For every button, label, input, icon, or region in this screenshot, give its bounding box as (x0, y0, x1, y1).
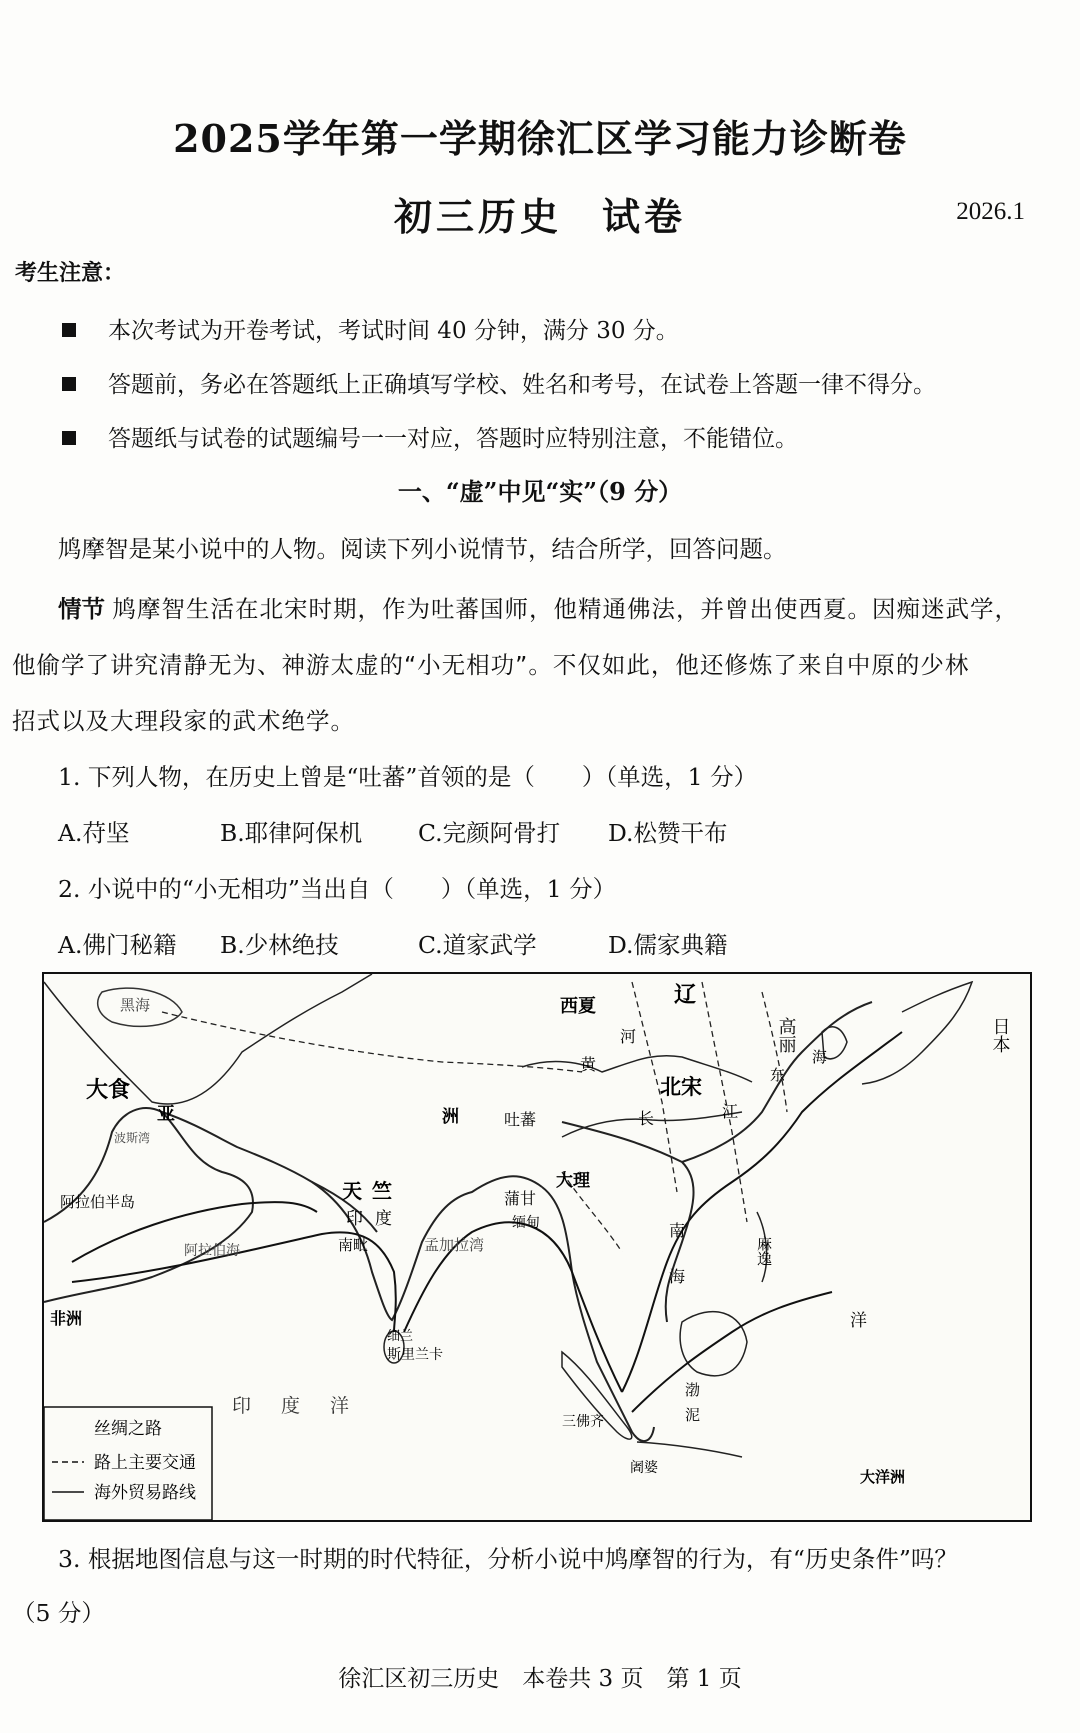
question-2-stem: 2. 小说中的“小无相功”当出自（ ）（单选，1 分） (58, 875, 617, 903)
label-pugan: 蒲甘 (504, 1189, 537, 1208)
exam-title: 2025学年第一学期徐汇区学习能力诊断卷 (173, 116, 907, 161)
label-arabsea: 阿拉伯海 (184, 1243, 240, 1259)
exam-date: 2026.1 (956, 198, 1025, 225)
label-huang: 黄 (580, 1055, 597, 1074)
label-arabia: 阿拉伯半岛 (60, 1193, 136, 1211)
notice-text: 答题纸与试卷的试题编号一一对应，答题时应特别注意，不能错位。 (108, 426, 798, 452)
question-3-points: （5 分） (12, 1599, 105, 1627)
section-intro: 鸠摩智是某小说中的人物。阅读下列小说情节，结合所学，回答问题。 (58, 535, 787, 563)
plot-line-2: 他偷学了讲究清静无为、神游太虚的“小无相功”。不仅如此，他还修炼了来自中原的少林 (12, 651, 970, 679)
notice-text: 本次考试为开卷考试，考试时间 40 分钟，满分 30 分。 (108, 318, 679, 344)
label-liao: 辽 (674, 983, 697, 1008)
label-dashi: 大食 (86, 1078, 131, 1103)
label-dong: 东 (770, 1066, 786, 1084)
label-mayi: 麻逸 (755, 1236, 773, 1266)
paper-label: 试卷 (602, 194, 687, 239)
q1-option-d: D.松赞干布 (608, 819, 728, 847)
label-boni: 渤泥 (683, 1382, 701, 1432)
label-hai: 海 (812, 1048, 828, 1066)
subject-label: 初三历史 (393, 194, 562, 239)
q2-option-b: B.少林绝技 (220, 931, 339, 959)
page-footer: 徐汇区初三历史 本卷共 3 页 第 1 页 (338, 1666, 742, 1692)
notice-item (62, 312, 679, 345)
q1-option-c: C.完颜阿骨打 (418, 819, 561, 847)
label-riben: 日本 (989, 1017, 1011, 1053)
label-miandian: 缅甸 (512, 1215, 540, 1231)
label-chang: 长 (638, 1109, 655, 1128)
plot-line-1 (58, 590, 1019, 624)
label-bengal: 孟加拉湾 (424, 1236, 485, 1254)
label-yang: 洋 (850, 1311, 867, 1331)
plot-text: 鸠摩智生活在北宋时期，作为吐蕃国师，他精通佛法，并曾出使西夏。因痴迷武学， (112, 595, 1019, 623)
label-ya: 亚 (157, 1104, 175, 1125)
label-xilan: 细兰 (387, 1329, 414, 1344)
legend-solid: 海外贸易路线 (94, 1483, 196, 1503)
q2-option-c: C.道家武学 (418, 931, 537, 959)
exam-subtitle (0, 186, 1080, 241)
label-srilanka: 斯里兰卡 (387, 1347, 443, 1363)
section-title: 一、“虚”中见“实”（9 分） (397, 477, 683, 506)
label-feizhou: 非洲 (50, 1309, 83, 1328)
label-sanfoqi: 三佛齐 (562, 1414, 604, 1430)
label-nanpi: 南毗 (338, 1236, 369, 1254)
label-dayangzhou: 大洋洲 (860, 1468, 906, 1486)
song-dynasty-trade-map (42, 972, 1032, 1522)
notice-item (62, 366, 936, 399)
plot-label: 情节 (58, 595, 105, 623)
label-beisong: 北宋 (660, 1075, 702, 1099)
notice-text: 答题前，务必在答题纸上正确填写学校、姓名和考号，在试卷上答题一律不得分。 (108, 372, 936, 398)
label-jiang: 江 (722, 1102, 739, 1121)
label-xixia: 西夏 (560, 996, 596, 1017)
label-bosi: 波斯湾 (114, 1131, 151, 1145)
label-shepo: 阇婆 (630, 1460, 658, 1476)
plot-line-3: 招式以及大理段家的武术绝学。 (12, 707, 355, 735)
label-yindu: 印度 (346, 1209, 404, 1229)
legend-dashed: 路上主要交通 (94, 1453, 196, 1473)
q1-option-a: A.苻坚 (58, 819, 130, 847)
notice-heading: 考生注意： (15, 260, 126, 286)
bullet-icon (62, 431, 76, 445)
label-dali: 大理 (556, 1171, 590, 1191)
label-nanhai: 南海 (666, 1222, 686, 1314)
label-yinduyang: 印度洋 (232, 1395, 380, 1417)
q2-option-d: D.儒家典籍 (608, 931, 728, 959)
bullet-icon (62, 323, 76, 337)
q1-option-b: B.耶律阿保机 (220, 819, 363, 847)
label-tubo: 吐蕃 (504, 1110, 537, 1129)
label-zhou: 洲 (442, 1107, 459, 1127)
question-1-stem: 1. 下列人物，在历史上曾是“吐蕃”首领的是（ ）（单选，1 分） (58, 763, 758, 791)
label-gaoli: 高丽 (775, 1017, 797, 1053)
label-heihai: 黑海 (120, 996, 151, 1014)
q2-option-a: A.佛门秘籍 (58, 931, 177, 959)
legend-title: 丝绸之路 (94, 1419, 162, 1439)
label-he: 河 (620, 1027, 637, 1046)
label-tianzhu: 天竺 (342, 1179, 402, 1203)
question-3-stem: 3. 根据地图信息与这一时期的时代特征，分析小说中鸠摩智的行为，有“历史条件”吗？ (58, 1545, 958, 1573)
notice-item (62, 420, 798, 453)
bullet-icon (62, 377, 76, 391)
